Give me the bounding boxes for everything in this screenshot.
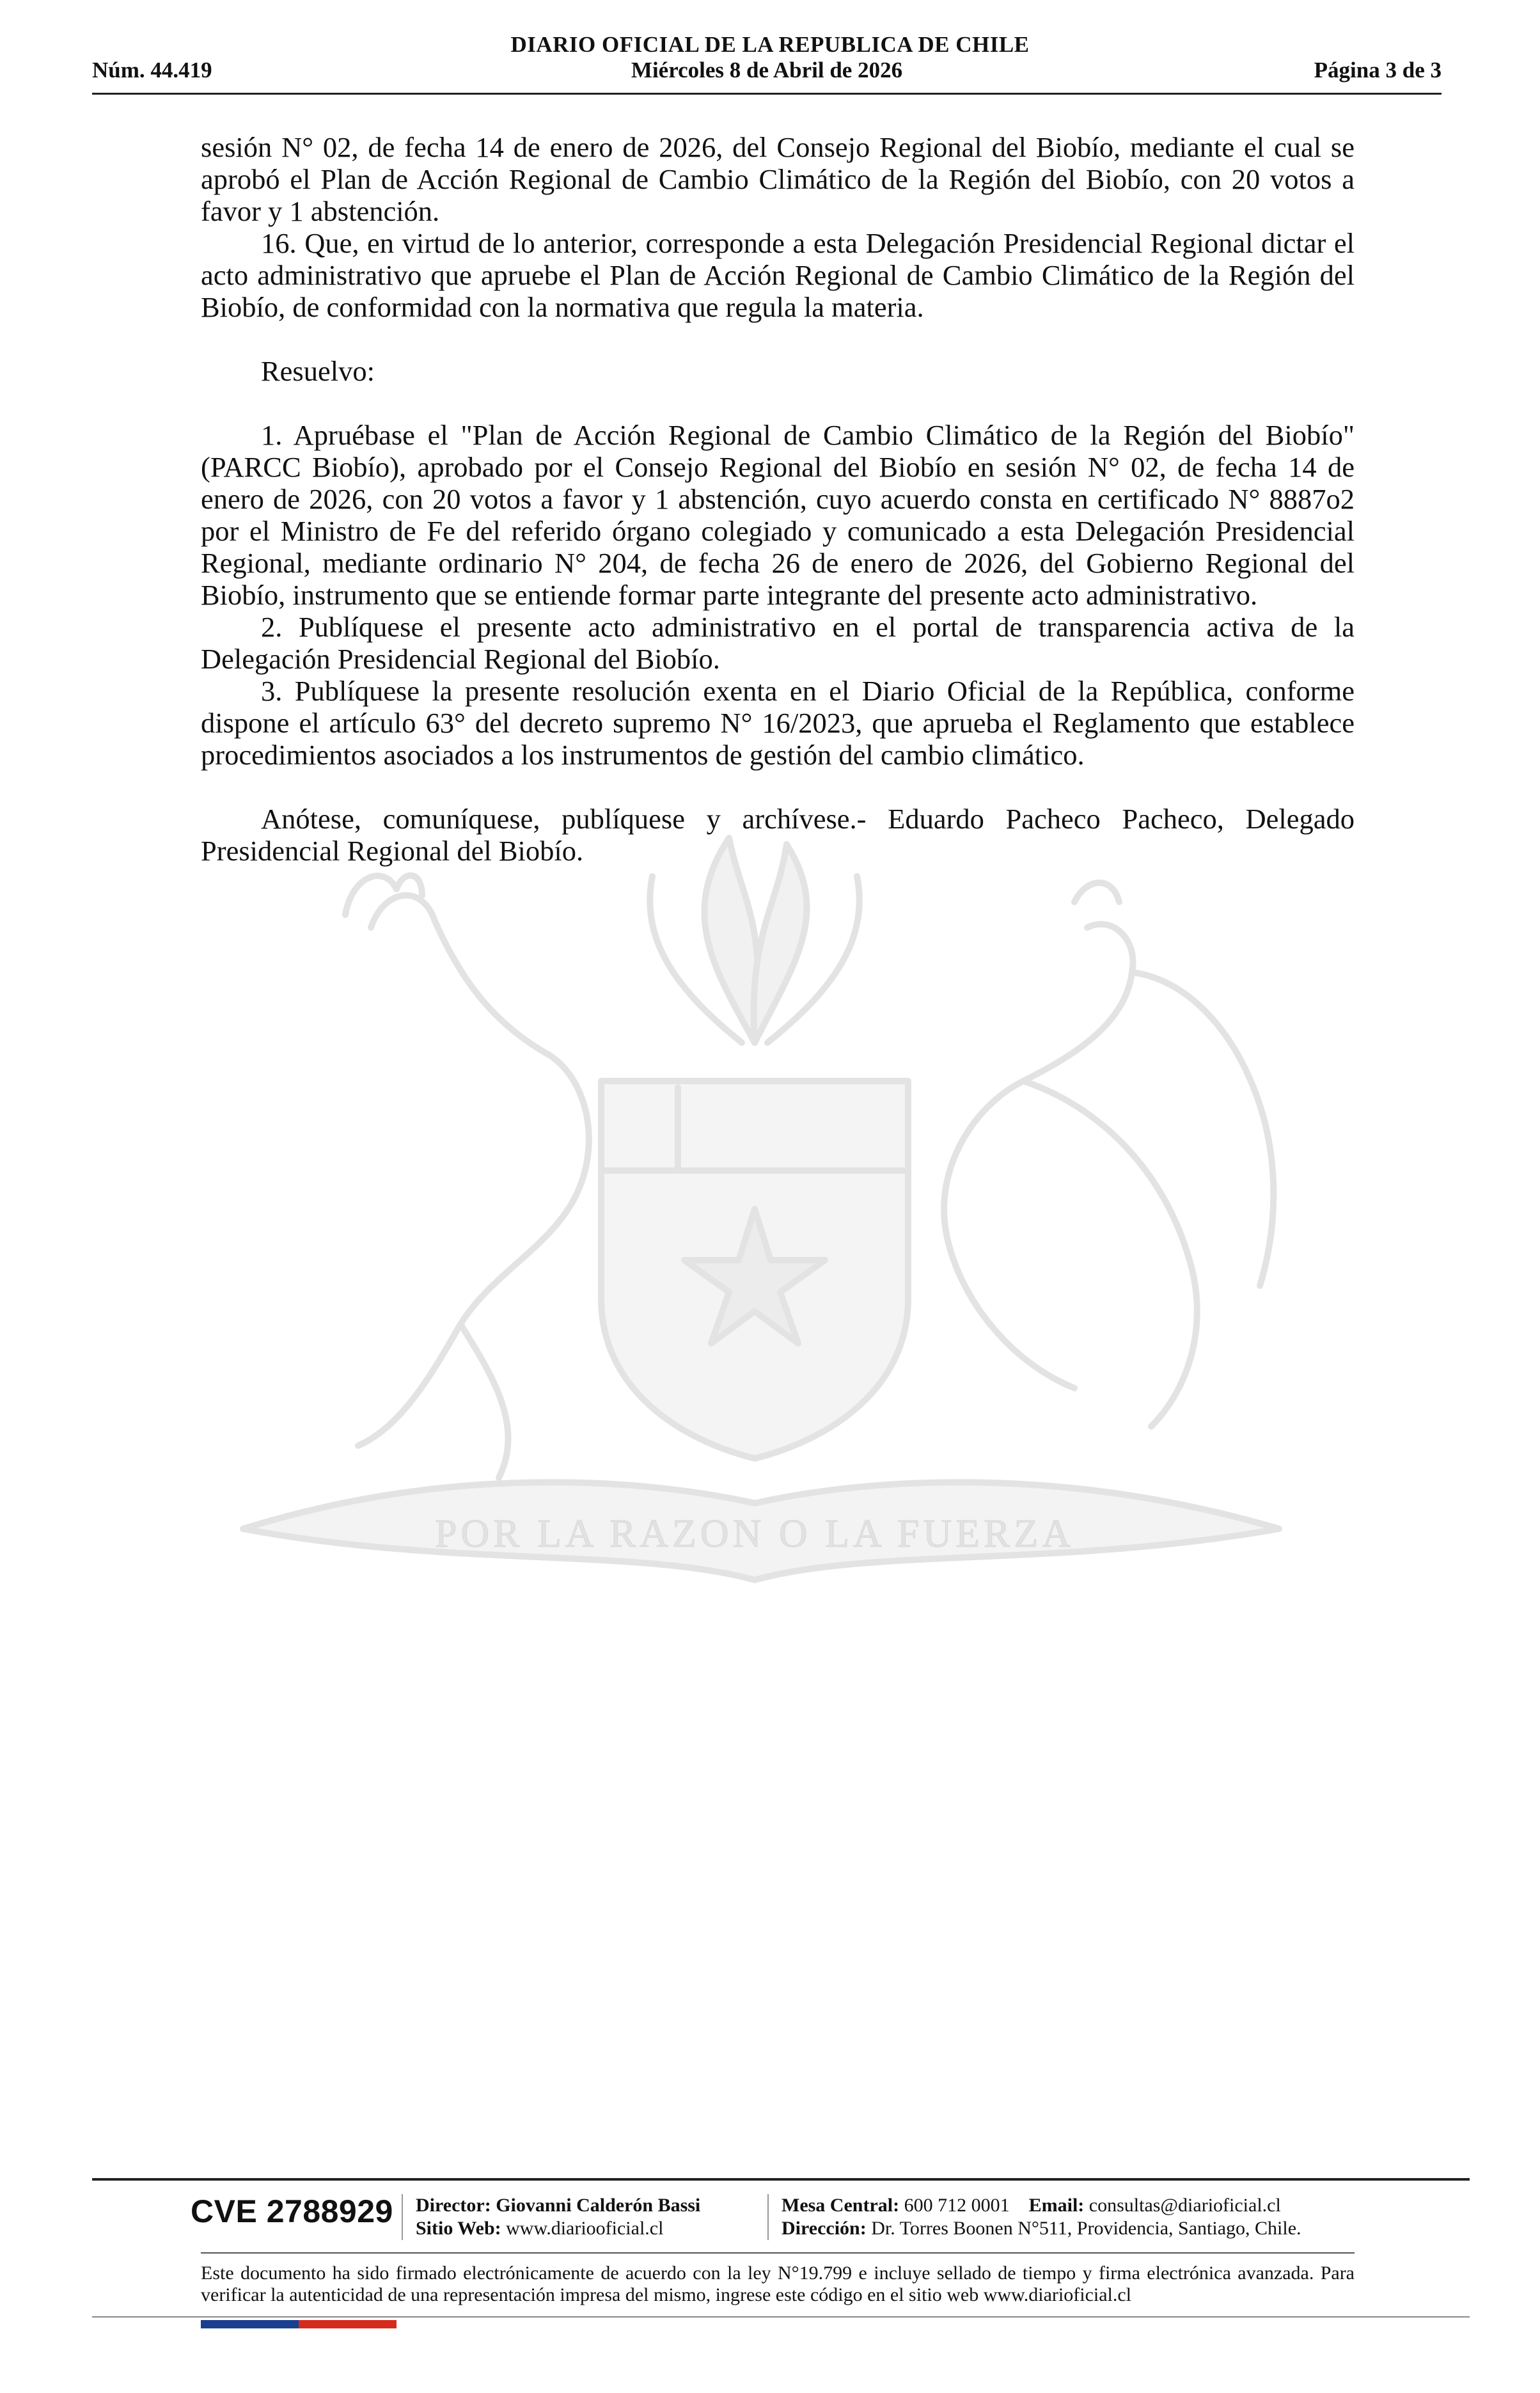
- director-name: Giovanni Calderón Bassi: [496, 2195, 701, 2216]
- footer-rule-top: [92, 2178, 1470, 2181]
- mesa-phone: 600 712 0001: [904, 2195, 1010, 2216]
- flag-blue-segment: [201, 2320, 299, 2328]
- footer-rule-bottom: [92, 2316, 1470, 2318]
- closing-signature: Anótese, comuníquese, publíquese y archívese.- Eduardo Pacheco Pacheco, Delegado Presidencial Regional del Biobío.: [201, 803, 1355, 867]
- paragraph-continuation: sesión N° 02, de fecha 14 de enero de 2026, del Consejo Regional del Biobío, mediante el cual se aprobó el Plan de Acción Regional de Cambio Climático de la Región del Biobío, con 20 votos a favor y 1 abstención.: [201, 131, 1355, 227]
- mesa-label: Mesa Central:: [782, 2195, 900, 2216]
- document-body: [201, 131, 1355, 867]
- footer-divider-1: [402, 2194, 403, 2240]
- email-link[interactable]: consultas@diarioficial.cl: [1088, 2195, 1281, 2216]
- resolution-1: 1. Apruébase el "Plan de Acción Regional de Cambio Climático de la Región del Biobío" (PARCC Biobío), aprobado por el Consejo Regional del Biobío en sesión N° 02, de fecha 14 de enero de 2026, con 20 votos a favor y 1 abstención, cuyo acuerdo consta en certificado N° 8887o2 por el Ministro de Fe del referido órgano colegiado y comunicado a esta Delegación Presidencial Regional, mediante ordinario N° 204, de fecha 26 de enero de 2026, del Gobierno Regional del Biobío, instrumento que se entiende formar parte integrante del presente acto administrativo.: [201, 419, 1355, 611]
- page-number: Página 3 de 3: [1314, 58, 1442, 83]
- director-label: Director:: [416, 2195, 491, 2216]
- gazette-title: DIARIO OFICIAL DE LA REPUBLICA DE CHILE: [510, 32, 1030, 57]
- direccion-value: Dr. Torres Boonen N°511, Providencia, Santiago, Chile.: [871, 2218, 1301, 2239]
- footer-contact-block: [782, 2194, 1301, 2240]
- direccion-label: Dirección:: [782, 2218, 867, 2239]
- web-link[interactable]: www.diariooficial.cl: [506, 2218, 664, 2239]
- resuelvo-heading: Resuelvo:: [261, 355, 375, 387]
- web-label: Sitio Web:: [416, 2218, 501, 2239]
- watermark-motto: POR LA RAZON O LA FUERZA: [434, 1512, 1075, 1556]
- resolution-2: 2. Publíquese el presente acto administrativo en el portal de transparencia activa de la Delegación Presidencial Regional del Biobío.: [201, 611, 1355, 675]
- flag-red-segment: [299, 2320, 397, 2328]
- chile-coat-of-arms-watermark: [192, 812, 1317, 1657]
- paragraph-16: 16. Que, en virtud de lo anterior, corresponde a esta Delegación Presidencial Regional dictar el acto administrativo que apruebe el Plan de Acción Regional de Cambio Climático de la Región del Biobío, de conformidad con la normativa que regula la materia.: [201, 227, 1355, 323]
- resolution-3: 3. Publíquese la presente resolución exenta en el Diario Oficial de la República, conforme dispone el artículo 63° del decreto supremo N° 16/2023, que aprueba el Reglamento que establece procedimientos asociados a los instrumentos de gestión del cambio climático.: [201, 675, 1355, 771]
- electronic-signature-notice: Este documento ha sido firmado electrónicamente de acuerdo con la ley N°19.799 e incluye sellado de tiempo y firma electrónica avanzada. Para verificar la autenticidad de una representación impresa del mismo, ingrese este código en el sitio web www.diarioficial.cl: [201, 2263, 1355, 2305]
- header-rule: [92, 93, 1442, 95]
- chile-flag-stripe: [201, 2320, 397, 2328]
- issue-number: Núm. 44.419: [92, 58, 212, 83]
- issue-date: Miércoles 8 de Abril de 2026: [631, 58, 903, 83]
- cve-code: CVE 2788929: [191, 2193, 393, 2229]
- footer-director-block: [416, 2194, 700, 2240]
- email-label: Email:: [1028, 2195, 1085, 2216]
- footer-rule-mid: [201, 2252, 1355, 2254]
- footer-divider-2: [767, 2194, 769, 2240]
